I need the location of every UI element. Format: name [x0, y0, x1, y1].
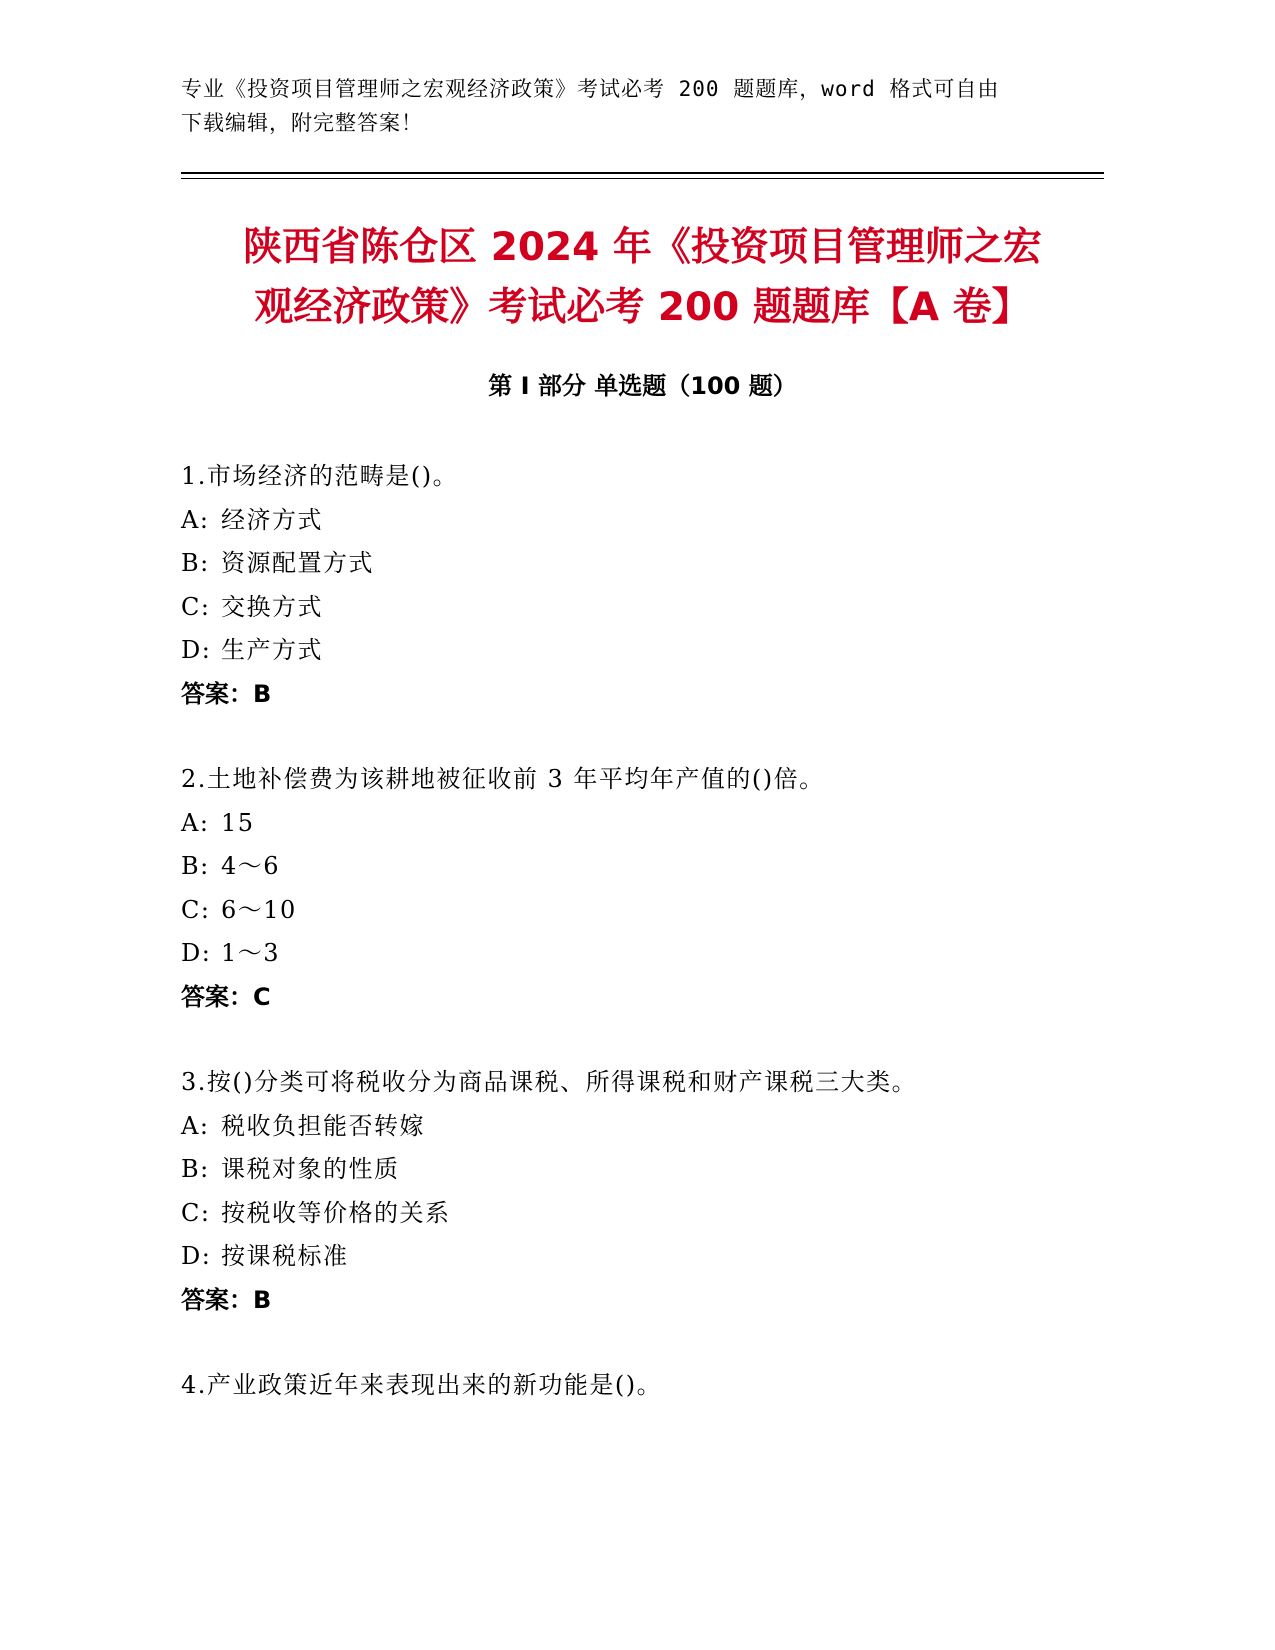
answer: 答案：B [181, 1285, 272, 1314]
question-list [181, 455, 1104, 1450]
document-title [181, 218, 1104, 338]
option-text: 15 [221, 808, 255, 837]
option-c [181, 1192, 1104, 1236]
question-stem: 1.市场经济的范畴是()。 [181, 462, 459, 490]
option-a [181, 1105, 1104, 1149]
question-stem: 3.按()分类可将税收分为商品课税、所得课税和财产课税三大类。 [181, 1068, 918, 1096]
option-b [181, 1148, 1104, 1192]
option-label: C: [181, 1198, 211, 1227]
header-note-line-1: 专业《投资项目管理师之宏观经济政策》考试必考 200 题题库，word 格式可自由 [181, 77, 1000, 101]
option-text: 按税收等价格的关系 [221, 1198, 451, 1227]
option-text: 课税对象的性质 [221, 1155, 400, 1183]
option-b [181, 542, 1104, 586]
option-text: 按课税标准 [221, 1242, 349, 1270]
option-label: D: [181, 636, 212, 664]
option-text: 1～3 [221, 939, 281, 967]
option-c [181, 889, 1104, 933]
document-title-line-2: 观经济政策》考试必考 200 题题库【A 卷】 [254, 285, 1031, 330]
question-stem: 2.土地补偿费为该耕地被征收前 3 年平均年产值的()倍。 [181, 765, 825, 793]
option-b [181, 845, 1104, 889]
section-title: 第 I 部分 单选题（100 题） [488, 372, 797, 400]
question-4 [181, 1364, 1104, 1408]
option-label: C: [181, 592, 211, 621]
option-label: A: [181, 808, 210, 837]
question-1 [181, 455, 1104, 716]
option-label: B: [181, 852, 210, 880]
option-label: A: [181, 1111, 210, 1140]
option-text: 资源配置方式 [221, 549, 374, 577]
option-text: 4～6 [221, 852, 281, 880]
option-a [181, 499, 1104, 543]
option-label: D: [181, 1242, 212, 1270]
option-a [181, 802, 1104, 846]
option-text: 交换方式 [221, 592, 323, 621]
option-label: A: [181, 505, 210, 534]
header-rule-thin [181, 178, 1104, 179]
option-label: B: [181, 549, 210, 577]
answer: 答案：C [181, 982, 271, 1011]
header-note-line-2: 下载编辑，附完整答案！ [181, 111, 423, 135]
option-label: C: [181, 895, 211, 924]
question-stem: 4.产业政策近年来表现出来的新功能是()。 [181, 1371, 663, 1399]
option-c [181, 586, 1104, 630]
option-d [181, 629, 1104, 673]
option-d [181, 932, 1104, 976]
header-note [181, 72, 1081, 140]
document-title-line-1: 陕西省陈仓区 2024 年《投资项目管理师之宏 [243, 225, 1042, 270]
option-text: 经济方式 [221, 505, 323, 534]
option-label: D: [181, 939, 212, 967]
answer: 答案：B [181, 679, 272, 708]
option-d [181, 1235, 1104, 1279]
option-text: 税收负担能否转嫁 [221, 1111, 425, 1140]
option-text: 6～10 [221, 895, 297, 924]
question-3 [181, 1061, 1104, 1322]
question-2 [181, 758, 1104, 1019]
option-text: 生产方式 [221, 636, 323, 664]
option-label: B: [181, 1155, 210, 1183]
header-rule-thick [181, 172, 1104, 174]
